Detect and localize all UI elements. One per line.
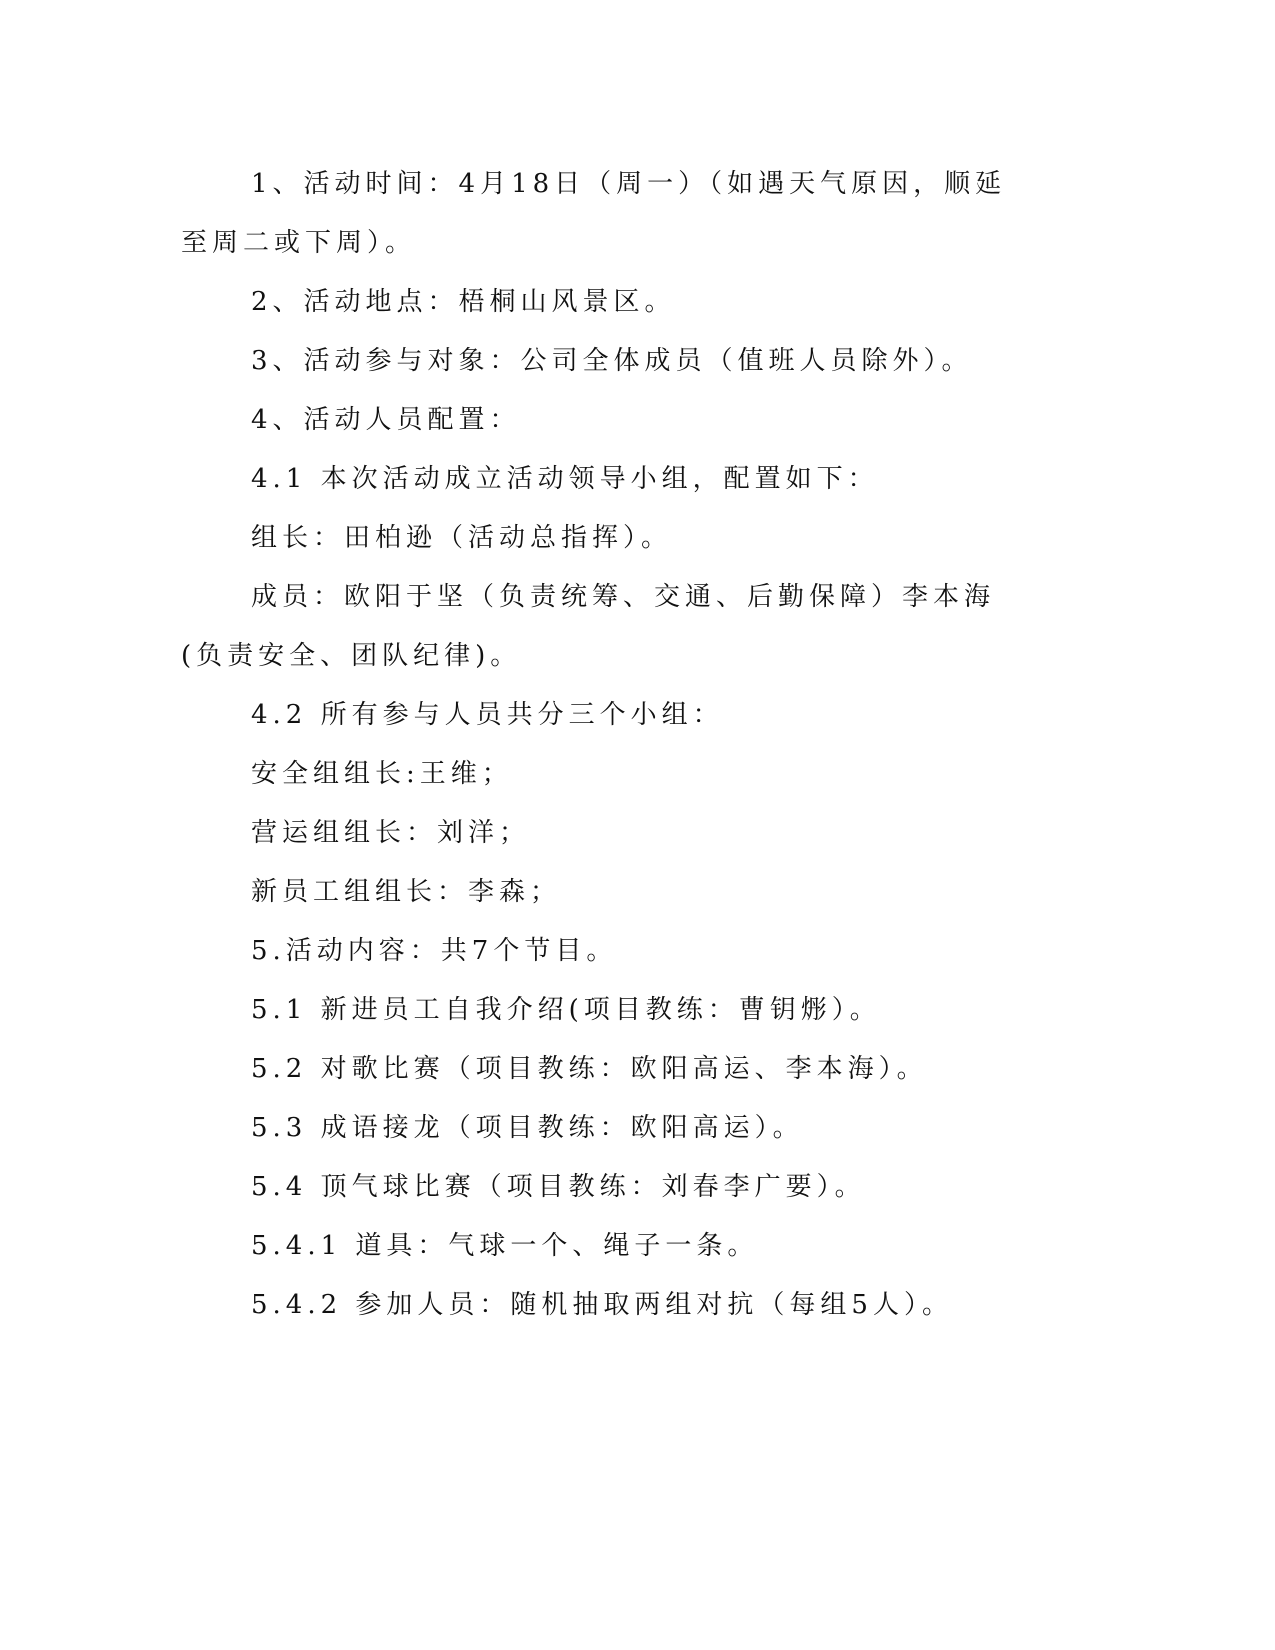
paragraph-activity-location: 2、活动地点：梧桐山风景区。 (251, 287, 676, 317)
paragraph-safety-group: 安全组组长:王维； (251, 759, 513, 789)
paragraph-three-groups: 4.2 所有参与人员共分三个小组： (251, 700, 724, 730)
paragraph-participants: 3、活动参与对象：公司全体成员（值班人员除外）。 (251, 346, 973, 376)
document-body (181, 155, 1021, 1335)
paragraph-item-5-4: 5.4 顶气球比赛（项目教练：刘春李广要）。 (251, 1172, 866, 1202)
paragraph-members: 成员：欧阳于坚（负责统筹、交通、后勤保障）李本海(负责安全、团队纪律)。 (181, 582, 996, 671)
paragraph-new-staff-group: 新员工组组长：李森； (251, 877, 562, 907)
paragraph-staffing-heading: 4、活动人员配置： (251, 405, 521, 435)
paragraph-activity-time: 1、活动时间：4月18日（周一）（如遇天气原因，顺延至周二或下周）。 (181, 169, 1007, 258)
paragraph-leadership-group: 4.1 本次活动成立活动领导小组，配置如下： (251, 464, 879, 494)
paragraph-item-5-2: 5.2 对歌比赛（项目教练：欧阳高运、李本海）。 (251, 1054, 928, 1084)
paragraph-activity-content: 5.活动内容：共7个节目。 (251, 936, 618, 966)
paragraph-group-leader: 组长：田柏逊（活动总指挥）。 (251, 523, 673, 553)
paragraph-item-5-4-1: 5.4.1 道具：气球一个、绳子一条。 (251, 1231, 759, 1261)
paragraph-item-5-1: 5.1 新进员工自我介绍(项目教练：曹钥烿）。 (251, 995, 881, 1025)
paragraph-item-5-4-2: 5.4.2 参加人员：随机抽取两组对抗（每组5人）。 (251, 1290, 953, 1320)
paragraph-operations-group: 营运组组长：刘洋； (251, 818, 531, 848)
paragraph-item-5-3: 5.3 成语接龙（项目教练：欧阳高运）。 (251, 1113, 804, 1143)
